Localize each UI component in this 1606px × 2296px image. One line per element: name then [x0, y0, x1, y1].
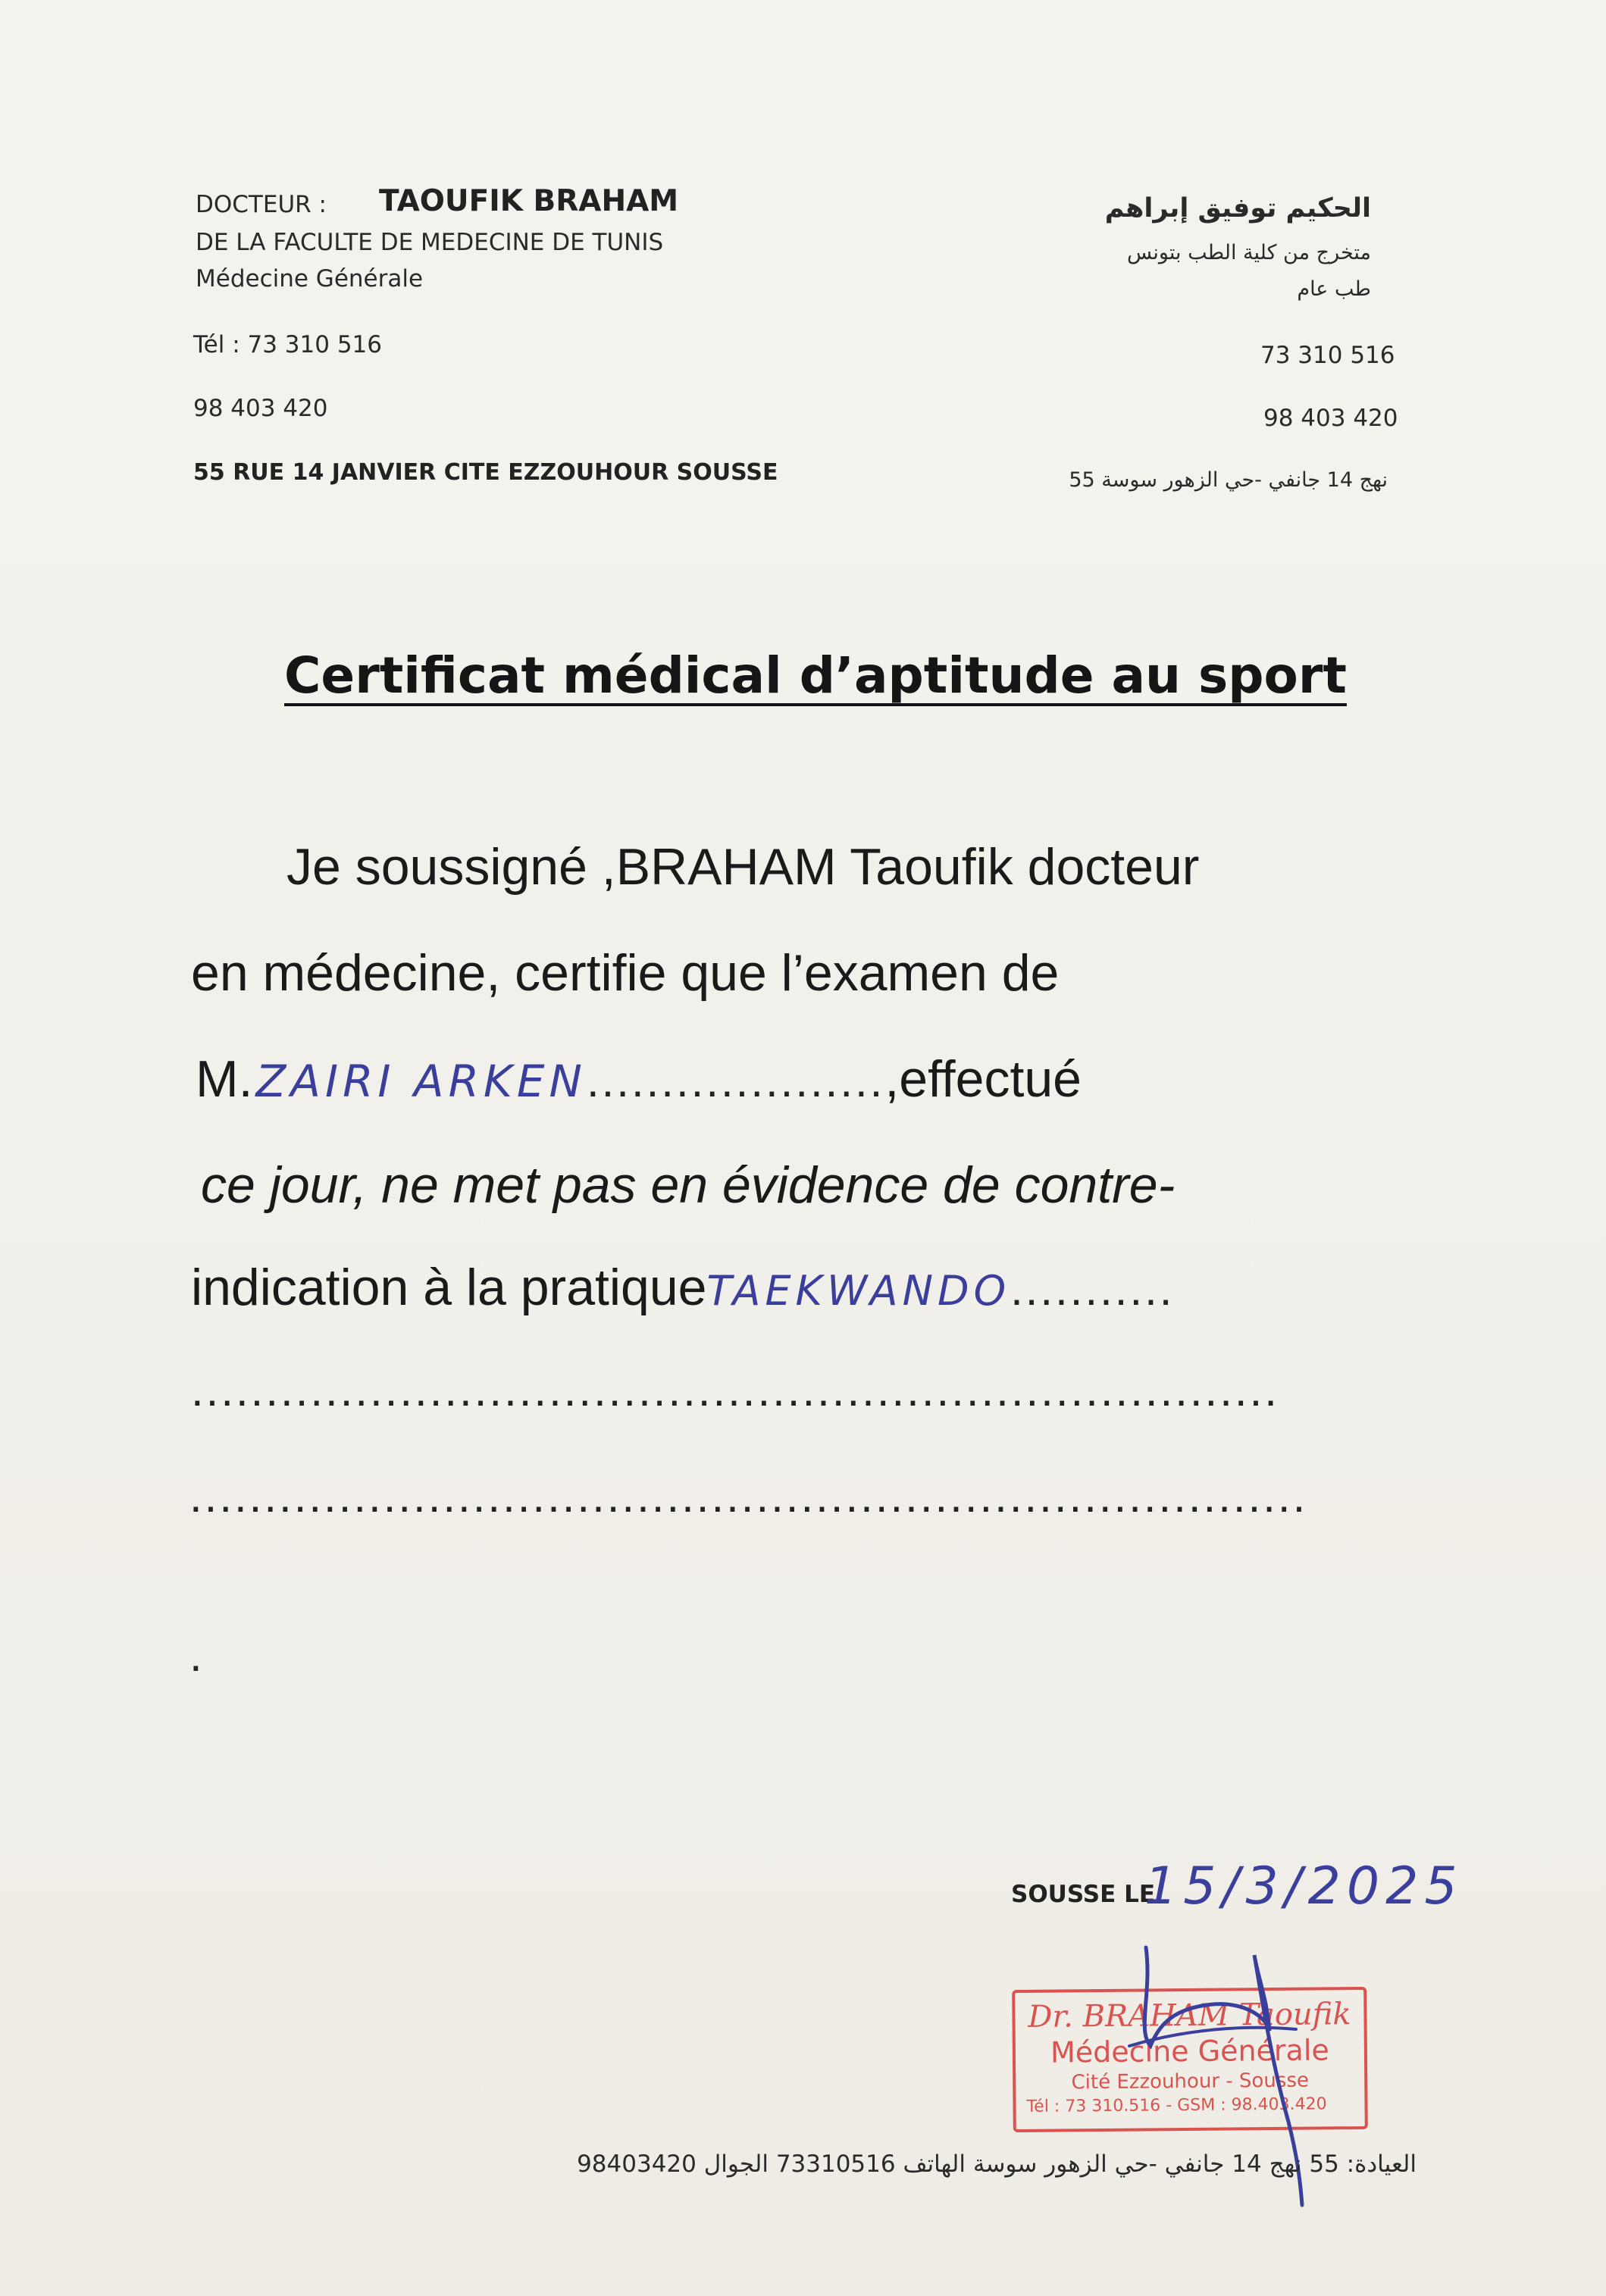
arabic-address: نهج 14 جانفي -حي الزهور سوسة 55 [1069, 468, 1388, 492]
specialty-line: Médecine Générale [196, 265, 424, 292]
arabic-phone-1: 73 310 516 [1260, 342, 1395, 369]
stray-dot: . [189, 1630, 205, 1681]
patient-name-handwritten: ZAIRI ARKEN [255, 1056, 587, 1107]
docteur-label: DOCTEUR : [196, 191, 327, 218]
effectue-text: ,effectué [884, 1050, 1082, 1108]
arabic-phone-2: 98 403 420 [1263, 405, 1398, 432]
certificate-title: Certificat médical d’aptitude au sport [284, 646, 1347, 705]
footer-contact-line: العيادة: 55 نهج 14 جانفي -حي الزهور سوسة الهاتف 73310516 الجوال 98403420 [577, 2151, 1417, 2178]
phone-line-1: Tél : 73 310 516 [193, 331, 382, 358]
body-line-3 [196, 1049, 1082, 1109]
doctor-name: TAOUFIK BRAHAM [379, 184, 679, 218]
arabic-faculty: متخرج من كلية الطب بتونس [1126, 241, 1371, 264]
body-line-4: ce jour, ne met pas en évidence de contre- [201, 1156, 1176, 1214]
body-line-1: Je soussigné ,BRAHAM Taoufik docteur [286, 838, 1200, 896]
stamp-line-3: Cité Ezzouhour - Sousse [1071, 2069, 1310, 2094]
name-dots: .................... [586, 1056, 885, 1106]
arabic-doctor-name: الحكيم توفيق إبراهم [1104, 193, 1371, 224]
indication-text: indication à la pratique [191, 1259, 707, 1316]
sport-handwritten: TAEKWANDO [706, 1267, 1011, 1315]
body-line-2: en médecine, certifie que l’examen de [191, 944, 1060, 1002]
address-line: 55 RUE 14 JANVIER CITE EZZOUHOUR SOUSSE [193, 459, 778, 486]
blank-dotted-line-1: ......................................................................... [191, 1365, 1279, 1415]
phone-line-2: 98 403 420 [193, 395, 328, 422]
stamp-line-2: Médecine Générale [1050, 2033, 1329, 2069]
sport-dots: ........... [1010, 1264, 1175, 1315]
blank-dotted-line-2: ........................................................................... [189, 1471, 1308, 1522]
faculty-line: DE LA FACULTE DE MEDECINE DE TUNIS [196, 229, 664, 256]
handwritten-date: 15/3/2025 [1144, 1857, 1464, 1916]
body-line-5 [191, 1258, 1174, 1317]
stamp-line-4: Tél : 73 310.516 - GSM : 98.403.420 [1026, 2094, 1327, 2116]
stamp-line-1: Dr. BRAHAM Taoufik [1028, 1997, 1351, 2035]
sousse-le-label: SOUSSE LE [1011, 1881, 1156, 1908]
arabic-specialty: طب عام [1297, 277, 1371, 301]
mister-prefix: M. [196, 1050, 253, 1108]
